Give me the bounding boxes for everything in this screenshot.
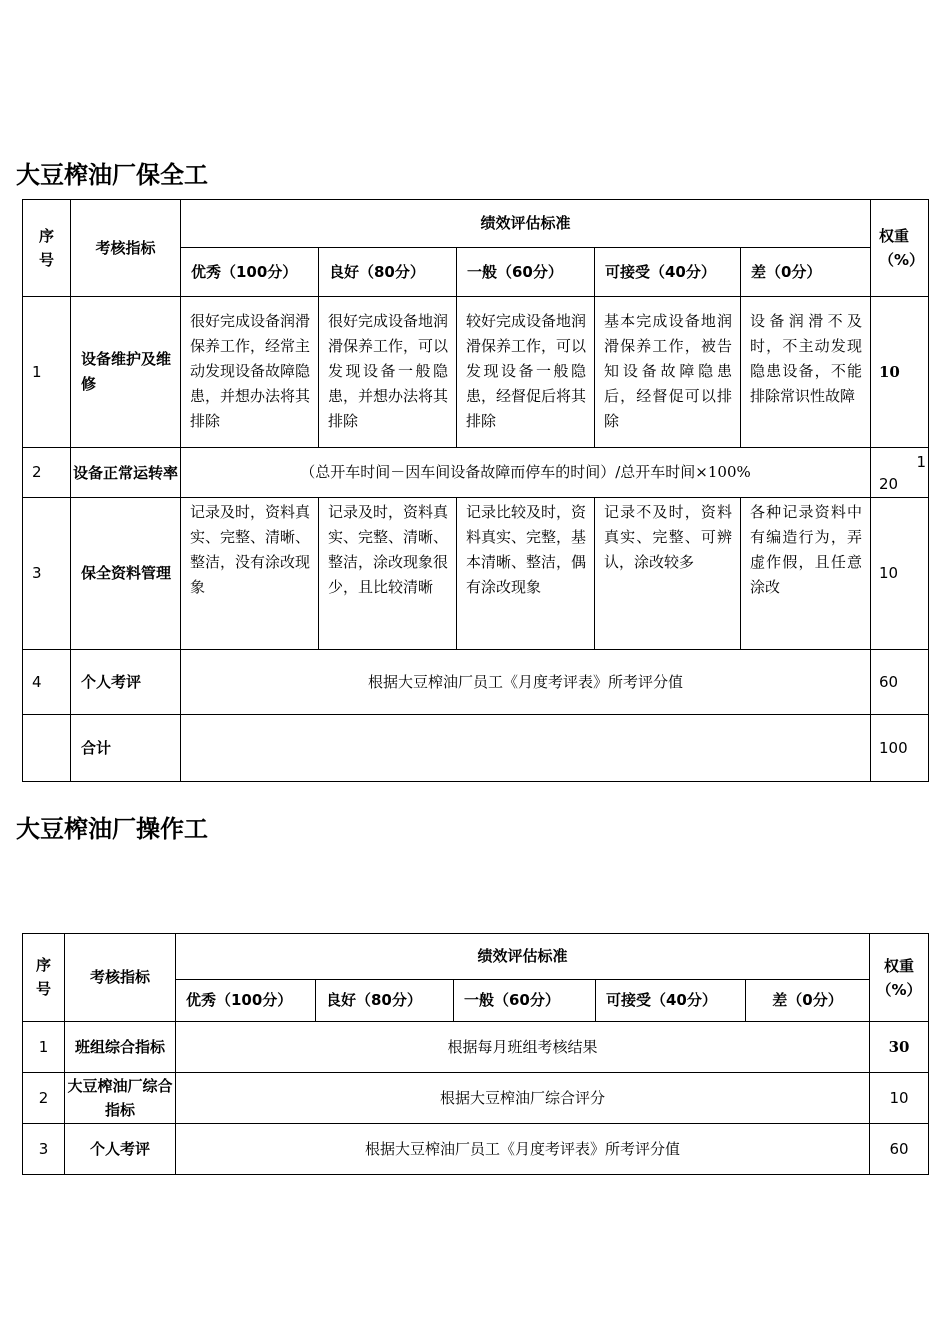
- op-row1-description: 根据每月班组考核结果: [176, 1022, 870, 1073]
- row3-good: 记录及时，资料真实、完整、清晰、整洁，涂改现象很少，且比较清晰: [319, 498, 457, 650]
- row4-indicator: 个人考评: [71, 650, 181, 715]
- security-worker-table: [22, 199, 929, 782]
- level-poor: 差（0分）: [741, 248, 871, 297]
- level2-acceptable: 可接受（40分）: [596, 980, 746, 1022]
- header2-standard: 绩效评估标准: [176, 934, 870, 980]
- op-row1-weight: 30: [870, 1022, 929, 1073]
- header-seq: 序号: [23, 200, 71, 297]
- row2-formula: （总开车时间－因车间设备故障而停车的时间）/总开车时间×100%: [181, 448, 871, 498]
- total-seq: [23, 715, 71, 782]
- row1-indicator: 设备维护及维修: [71, 297, 181, 448]
- row2-weight-value: 20: [879, 475, 899, 493]
- op-row3-weight: 60: [870, 1124, 929, 1175]
- row1-seq: 1: [23, 297, 71, 448]
- level-average: 一般（60分）: [457, 248, 595, 297]
- row4-description: 根据大豆榨油厂员工《月度考评表》所考评分值: [181, 650, 871, 715]
- row1-weight: 10: [871, 297, 929, 448]
- header2-indicator: 考核指标: [65, 934, 176, 1022]
- header2-weight: 权重（%）: [870, 934, 929, 1022]
- level2-excellent: 优秀（100分）: [176, 980, 316, 1022]
- row4-seq: 4: [23, 650, 71, 715]
- op-row2-weight: 10: [870, 1073, 929, 1124]
- op-row2-indicator: 大豆榨油厂综合指标: [65, 1073, 176, 1124]
- section1-title: 大豆榨油厂保全工: [16, 161, 208, 189]
- row1-acceptable: 基本完成设备地润滑保养工作，被告知设备故障隐患后，经督促可以排除: [595, 297, 741, 448]
- row1-poor: 设备润滑不及时，不主动发现隐患设备，不能排除常识性故障: [741, 297, 871, 448]
- row3-average: 记录比较及时，资料真实、完整，基本清晰、整洁，偶有涂改现象: [457, 498, 595, 650]
- op-row1-indicator: 班组综合指标: [65, 1022, 176, 1073]
- level-excellent: 优秀（100分）: [181, 248, 319, 297]
- total-weight: 100: [871, 715, 929, 782]
- row3-acceptable: 记录不及时，资料真实、完整、可辨认，涂改较多: [595, 498, 741, 650]
- row1-excellent: 很好完成设备润滑保养工作，经常主动发现设备故障隐患，并想办法将其排除: [181, 297, 319, 448]
- row3-weight: 10: [871, 498, 929, 650]
- header-weight: 权重（%）: [871, 200, 929, 297]
- row4-weight: 60: [871, 650, 929, 715]
- operator-table: [22, 933, 929, 1175]
- row2-indicator: 设备正常运转率: [71, 448, 181, 498]
- row1-good: 很好完成设备地润滑保养工作，可以发现设备一般隐患，并想办法将其排除: [319, 297, 457, 448]
- row2-weight-top: 1: [916, 453, 926, 471]
- header-standard: 绩效评估标准: [181, 200, 871, 248]
- header2-seq: 序号: [23, 934, 65, 1022]
- op-row2-description: 根据大豆榨油厂综合评分: [176, 1073, 870, 1124]
- section2-title: 大豆榨油厂操作工: [16, 815, 208, 843]
- level2-poor: 差（0分）: [746, 980, 870, 1022]
- level2-average: 一般（60分）: [454, 980, 596, 1022]
- op-row2-seq: 2: [23, 1073, 65, 1124]
- total-label: 合计: [71, 715, 181, 782]
- level2-good: 良好（80分）: [316, 980, 454, 1022]
- op-row3-seq: 3: [23, 1124, 65, 1175]
- row2-seq: 2: [23, 448, 71, 498]
- total-description: [181, 715, 871, 782]
- op-row3-indicator: 个人考评: [65, 1124, 176, 1175]
- row3-seq: 3: [23, 498, 71, 650]
- header-indicator: 考核指标: [71, 200, 181, 297]
- op-row3-description: 根据大豆榨油厂员工《月度考评表》所考评分值: [176, 1124, 870, 1175]
- level-acceptable: 可接受（40分）: [595, 248, 741, 297]
- op-row1-seq: 1: [23, 1022, 65, 1073]
- row3-excellent: 记录及时，资料真实、完整、清晰、整洁，没有涂改现象: [181, 498, 319, 650]
- row3-poor: 各种记录资料中有编造行为，弄虚作假，且任意涂改: [741, 498, 871, 650]
- row1-average: 较好完成设备地润滑保养工作，可以发现设备一般隐患，经督促后将其排除: [457, 297, 595, 448]
- row2-weight: [871, 448, 929, 498]
- row3-indicator: 保全资料管理: [71, 498, 181, 650]
- level-good: 良好（80分）: [319, 248, 457, 297]
